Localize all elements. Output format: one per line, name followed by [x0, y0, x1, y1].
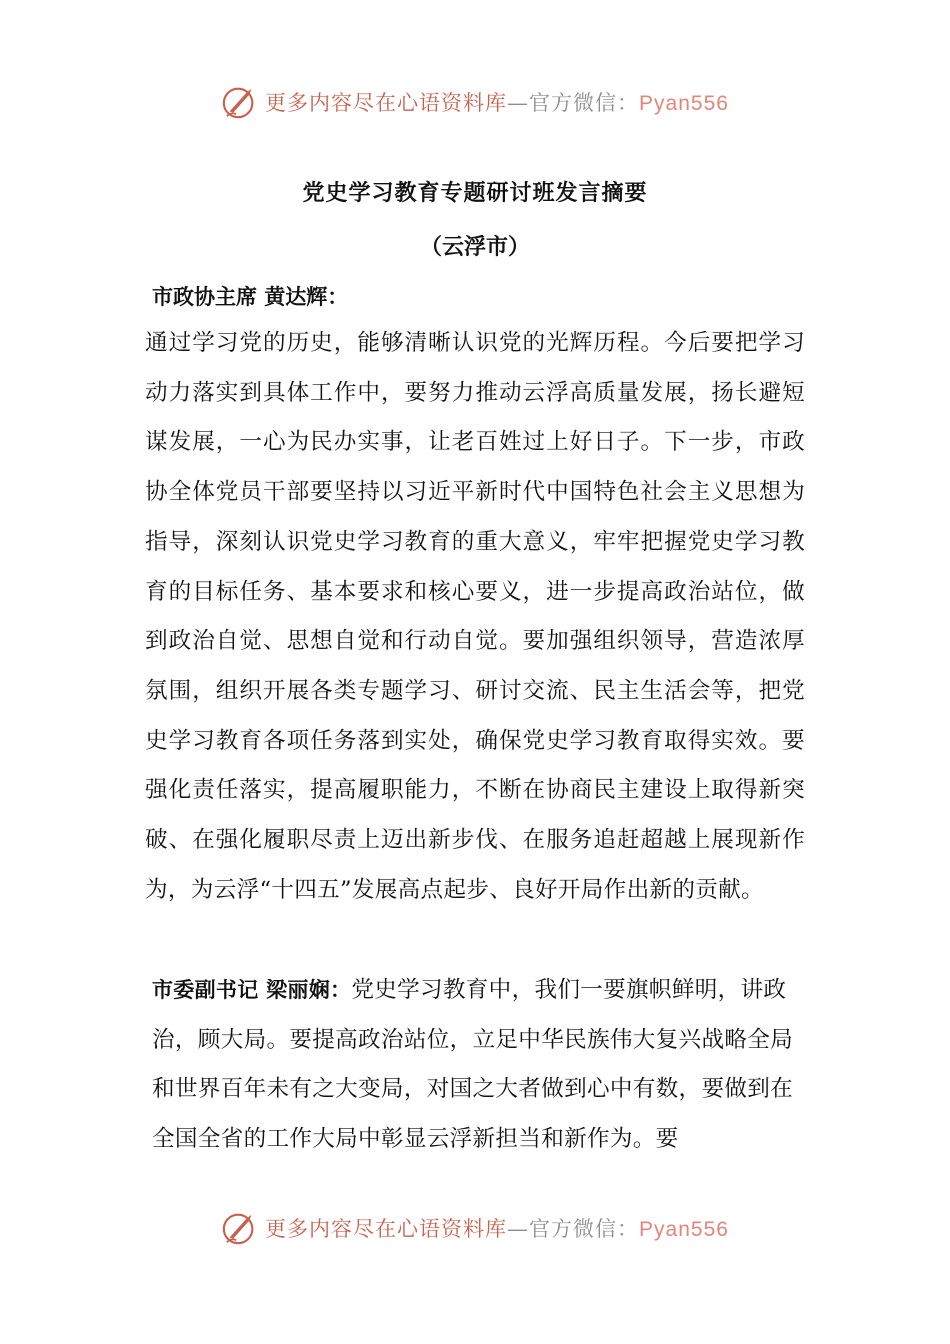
- pen-circle-logo-icon: [221, 83, 259, 121]
- speaker1-heading: 市政协主席 黄达辉：: [152, 285, 349, 309]
- speaker2-heading: 市委副书记 梁丽娴：: [152, 978, 352, 1002]
- document-subtitle: （云浮市）: [419, 235, 530, 260]
- pen-circle-logo-icon: [221, 1209, 259, 1247]
- speaker2-text: 党史学习教育中，我们一要旗帜鲜明，讲政治，顾大局。要提高政治站位，立足中华民族伟大复兴战略全局和世界百年未有之大变局，对国之大者做到心中有数，要做到在全国全省的工作大局中彰显云浮新担当和新作为。要: [152, 977, 794, 1153]
- speaker2-paragraph: [152, 966, 802, 1165]
- watermark-text: 更多内容尽在心语资料库—官方微信：Pyan556: [265, 1217, 729, 1241]
- speaker1-paragraph: 通过学习党的历史，能够清晰认识党的光辉历程。今后要把学习动力落实到具体工作中，要努力推动云浮高质量发展，扬长避短谋发展，一心为民办实事，让老百姓过上好日子。下一步，市政协全体党员干部要坚持以习近平新时代中国特色社会主义思想为指导，深刻认识党史学习教育的重大意义，牢牢把握党史学习教育的目标任务、基本要求和核心要义，进一步提高政治站位，做到政治自觉、思想自觉和行动自觉。要加强组织领导，营造浓厚氛围，组织开展各类专题学习、研讨交流、民主生活会等，把党史学习教育各项任务落到实处，确保党史学习教育取得实效。要强化责任落实，提高履职能力，不断在协商民主建设上取得新突破、在强化履职尽责上迈出新步伐、在服务追赶超越上展现新作为，为云浮“十四五”发展高点起步、良好开局作出新的贡献。: [145, 330, 805, 903]
- watermark-banner-bottom: [0, 1208, 950, 1248]
- document-title: 党史学习教育专题研讨班发言摘要: [302, 181, 648, 206]
- watermark-text: 更多内容尽在心语资料库—官方微信：Pyan556: [265, 91, 729, 115]
- watermark-banner-top: [0, 82, 950, 122]
